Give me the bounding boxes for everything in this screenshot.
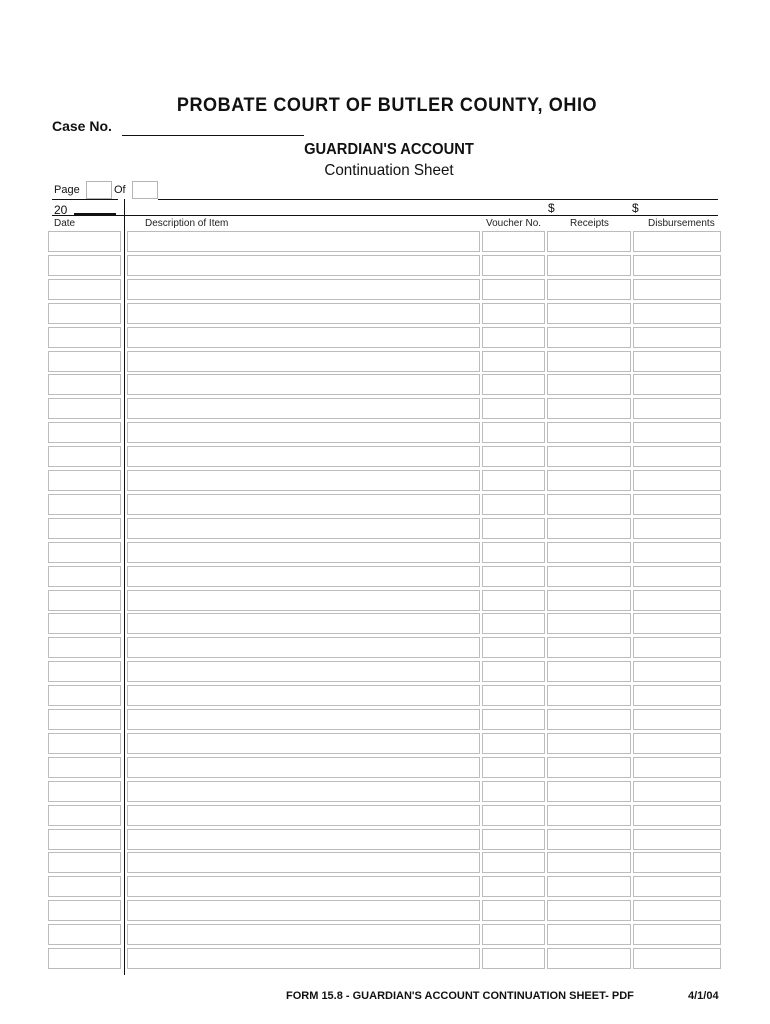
of-label: Of bbox=[114, 184, 126, 196]
form-subtitle: Continuation Sheet bbox=[324, 162, 454, 179]
disbursements-cell[interactable] bbox=[633, 422, 721, 443]
col-header-receipts: Receipts bbox=[570, 218, 609, 229]
disbursements-cell[interactable] bbox=[633, 924, 721, 945]
disbursements-cell[interactable] bbox=[633, 709, 721, 730]
voucher-cell[interactable] bbox=[482, 566, 545, 587]
voucher-cell[interactable] bbox=[482, 231, 545, 252]
receipts-cell[interactable] bbox=[547, 494, 631, 515]
date-cell[interactable] bbox=[48, 637, 121, 658]
date-cell[interactable] bbox=[48, 661, 121, 682]
description-cell[interactable] bbox=[127, 757, 480, 778]
year-field[interactable] bbox=[74, 202, 116, 215]
receipts-cell[interactable] bbox=[547, 279, 631, 300]
description-cell[interactable] bbox=[127, 876, 480, 897]
disbursements-cell[interactable] bbox=[633, 566, 721, 587]
date-cell[interactable] bbox=[48, 279, 121, 300]
disbursements-cell[interactable] bbox=[633, 685, 721, 706]
page-label: Page bbox=[54, 184, 80, 196]
receipts-cell[interactable] bbox=[547, 733, 631, 754]
receipts-cell[interactable] bbox=[547, 757, 631, 778]
disbursements-cell[interactable] bbox=[633, 829, 721, 850]
disbursements-cell[interactable] bbox=[633, 542, 721, 563]
voucher-cell[interactable] bbox=[482, 900, 545, 921]
description-cell[interactable] bbox=[127, 398, 480, 419]
voucher-cell[interactable] bbox=[482, 422, 545, 443]
description-cell[interactable] bbox=[127, 518, 480, 539]
receipts-cell[interactable] bbox=[547, 805, 631, 826]
date-cell[interactable] bbox=[48, 422, 121, 443]
disbursements-cell[interactable] bbox=[633, 398, 721, 419]
receipts-cell[interactable] bbox=[547, 661, 631, 682]
description-cell[interactable] bbox=[127, 685, 480, 706]
disbursements-cell[interactable] bbox=[633, 852, 721, 873]
receipts-cell[interactable] bbox=[547, 924, 631, 945]
year-prefix: 20 bbox=[54, 203, 68, 217]
date-cell[interactable] bbox=[48, 231, 121, 252]
receipts-cell[interactable] bbox=[547, 685, 631, 706]
voucher-cell[interactable] bbox=[482, 374, 545, 395]
court-title: PROBATE COURT OF BUTLER COUNTY, OHIO bbox=[176, 95, 598, 116]
receipts-cell[interactable] bbox=[547, 303, 631, 324]
description-cell[interactable] bbox=[127, 900, 480, 921]
description-cell[interactable] bbox=[127, 327, 480, 348]
date-cell[interactable] bbox=[48, 542, 121, 563]
top-rule-right bbox=[158, 199, 718, 200]
date-cell[interactable] bbox=[48, 876, 121, 897]
description-cell[interactable] bbox=[127, 948, 480, 969]
footer-form-name: FORM 15.8 - GUARDIAN'S ACCOUNT CONTINUATION SHEET- PDF bbox=[286, 990, 634, 1002]
footer-date: 4/1/04 bbox=[688, 990, 719, 1002]
description-cell[interactable] bbox=[127, 494, 480, 515]
disbursements-cell[interactable] bbox=[633, 374, 721, 395]
voucher-cell[interactable] bbox=[482, 255, 545, 276]
receipts-cell[interactable] bbox=[547, 327, 631, 348]
description-cell[interactable] bbox=[127, 781, 480, 802]
voucher-cell[interactable] bbox=[482, 518, 545, 539]
voucher-cell[interactable] bbox=[482, 733, 545, 754]
disbursements-cell[interactable] bbox=[633, 351, 721, 372]
description-cell[interactable] bbox=[127, 852, 480, 873]
date-cell[interactable] bbox=[48, 327, 121, 348]
voucher-cell[interactable] bbox=[482, 637, 545, 658]
voucher-cell[interactable] bbox=[482, 590, 545, 611]
voucher-cell[interactable] bbox=[482, 661, 545, 682]
date-cell[interactable] bbox=[48, 685, 121, 706]
receipts-cell[interactable] bbox=[547, 422, 631, 443]
disbursements-cell[interactable] bbox=[633, 733, 721, 754]
date-cell[interactable] bbox=[48, 757, 121, 778]
date-cell[interactable] bbox=[48, 948, 121, 969]
description-cell[interactable] bbox=[127, 805, 480, 826]
description-cell[interactable] bbox=[127, 829, 480, 850]
receipts-cell[interactable] bbox=[547, 470, 631, 491]
description-cell[interactable] bbox=[127, 613, 480, 634]
receipts-cell[interactable] bbox=[547, 852, 631, 873]
disbursements-cell[interactable] bbox=[633, 590, 721, 611]
disbursements-cell[interactable] bbox=[633, 518, 721, 539]
receipts-cell[interactable] bbox=[547, 709, 631, 730]
date-cell[interactable] bbox=[48, 470, 121, 491]
disbursements-cell[interactable] bbox=[633, 876, 721, 897]
voucher-cell[interactable] bbox=[482, 494, 545, 515]
disbursements-cell[interactable] bbox=[633, 781, 721, 802]
date-cell[interactable] bbox=[48, 781, 121, 802]
disbursements-cell[interactable] bbox=[633, 494, 721, 515]
disbursements-cell[interactable] bbox=[633, 231, 721, 252]
receipts-cell[interactable] bbox=[547, 255, 631, 276]
date-cell[interactable] bbox=[48, 374, 121, 395]
date-column-divider bbox=[124, 199, 125, 975]
disbursements-cell[interactable] bbox=[633, 613, 721, 634]
top-rule-left bbox=[52, 199, 118, 200]
disbursements-cell[interactable] bbox=[633, 303, 721, 324]
disbursements-cell[interactable] bbox=[633, 637, 721, 658]
disbursements-cell[interactable] bbox=[633, 470, 721, 491]
receipts-cell[interactable] bbox=[547, 613, 631, 634]
col-header-date: Date bbox=[54, 218, 76, 229]
description-cell[interactable] bbox=[127, 733, 480, 754]
date-cell[interactable] bbox=[48, 805, 121, 826]
disbursements-cell[interactable] bbox=[633, 757, 721, 778]
receipts-cell[interactable] bbox=[547, 781, 631, 802]
case-number-label: Case No. bbox=[52, 118, 112, 134]
description-cell[interactable] bbox=[127, 470, 480, 491]
description-cell[interactable] bbox=[127, 709, 480, 730]
date-cell[interactable] bbox=[48, 852, 121, 873]
receipts-cell[interactable] bbox=[547, 637, 631, 658]
description-cell[interactable] bbox=[127, 542, 480, 563]
receipts-cell[interactable] bbox=[547, 948, 631, 969]
description-cell[interactable] bbox=[127, 351, 480, 372]
receipts-cell[interactable] bbox=[547, 351, 631, 372]
description-cell[interactable] bbox=[127, 303, 480, 324]
voucher-cell[interactable] bbox=[482, 446, 545, 467]
disbursements-cell[interactable] bbox=[633, 255, 721, 276]
receipts-cell[interactable] bbox=[547, 518, 631, 539]
voucher-cell[interactable] bbox=[482, 852, 545, 873]
receipts-cell[interactable] bbox=[547, 900, 631, 921]
col-header-disbursements: Disbursements bbox=[648, 218, 715, 229]
date-cell[interactable] bbox=[48, 351, 121, 372]
date-cell[interactable] bbox=[48, 494, 121, 515]
description-cell[interactable] bbox=[127, 279, 480, 300]
date-cell[interactable] bbox=[48, 709, 121, 730]
description-cell[interactable] bbox=[127, 637, 480, 658]
voucher-cell[interactable] bbox=[482, 876, 545, 897]
date-cell[interactable] bbox=[48, 924, 121, 945]
disbursements-currency-symbol: $ bbox=[632, 201, 639, 215]
description-cell[interactable] bbox=[127, 374, 480, 395]
voucher-cell[interactable] bbox=[482, 351, 545, 372]
disbursements-cell[interactable] bbox=[633, 327, 721, 348]
total-pages-field[interactable] bbox=[132, 181, 158, 199]
disbursements-cell[interactable] bbox=[633, 900, 721, 921]
col-header-description: Description of Item bbox=[145, 218, 229, 229]
disbursements-cell[interactable] bbox=[633, 661, 721, 682]
date-cell[interactable] bbox=[48, 398, 121, 419]
date-cell[interactable] bbox=[48, 303, 121, 324]
receipts-cell[interactable] bbox=[547, 231, 631, 252]
voucher-cell[interactable] bbox=[482, 924, 545, 945]
description-cell[interactable] bbox=[127, 255, 480, 276]
date-cell[interactable] bbox=[48, 566, 121, 587]
receipts-cell[interactable] bbox=[547, 829, 631, 850]
page-number-field[interactable] bbox=[86, 181, 112, 199]
voucher-cell[interactable] bbox=[482, 303, 545, 324]
voucher-cell[interactable] bbox=[482, 470, 545, 491]
description-cell[interactable] bbox=[127, 924, 480, 945]
voucher-cell[interactable] bbox=[482, 279, 545, 300]
date-cell[interactable] bbox=[48, 446, 121, 467]
receipts-cell[interactable] bbox=[547, 398, 631, 419]
date-cell[interactable] bbox=[48, 900, 121, 921]
date-cell[interactable] bbox=[48, 518, 121, 539]
description-cell[interactable] bbox=[127, 590, 480, 611]
voucher-cell[interactable] bbox=[482, 948, 545, 969]
receipts-cell[interactable] bbox=[547, 374, 631, 395]
disbursements-cell[interactable] bbox=[633, 805, 721, 826]
receipts-cell[interactable] bbox=[547, 566, 631, 587]
voucher-cell[interactable] bbox=[482, 542, 545, 563]
description-cell[interactable] bbox=[127, 446, 480, 467]
voucher-cell[interactable] bbox=[482, 805, 545, 826]
form-title: GUARDIAN'S ACCOUNT bbox=[304, 141, 474, 158]
date-cell[interactable] bbox=[48, 733, 121, 754]
header-rule bbox=[52, 215, 718, 216]
voucher-cell[interactable] bbox=[482, 685, 545, 706]
description-cell[interactable] bbox=[127, 661, 480, 682]
voucher-cell[interactable] bbox=[482, 829, 545, 850]
receipts-cell[interactable] bbox=[547, 542, 631, 563]
voucher-cell[interactable] bbox=[482, 757, 545, 778]
col-header-voucher: Voucher No. bbox=[486, 218, 542, 229]
voucher-cell[interactable] bbox=[482, 781, 545, 802]
receipts-cell[interactable] bbox=[547, 590, 631, 611]
case-number-field[interactable] bbox=[122, 135, 304, 136]
voucher-cell[interactable] bbox=[482, 613, 545, 634]
disbursements-cell[interactable] bbox=[633, 279, 721, 300]
voucher-cell[interactable] bbox=[482, 327, 545, 348]
disbursements-cell[interactable] bbox=[633, 446, 721, 467]
voucher-cell[interactable] bbox=[482, 398, 545, 419]
date-cell[interactable] bbox=[48, 613, 121, 634]
date-cell[interactable] bbox=[48, 590, 121, 611]
receipts-cell[interactable] bbox=[547, 446, 631, 467]
receipts-cell[interactable] bbox=[547, 876, 631, 897]
description-cell[interactable] bbox=[127, 231, 480, 252]
disbursements-cell[interactable] bbox=[633, 948, 721, 969]
date-cell[interactable] bbox=[48, 829, 121, 850]
receipts-currency-symbol: $ bbox=[548, 201, 555, 215]
description-cell[interactable] bbox=[127, 422, 480, 443]
description-cell[interactable] bbox=[127, 566, 480, 587]
date-cell[interactable] bbox=[48, 255, 121, 276]
voucher-cell[interactable] bbox=[482, 709, 545, 730]
